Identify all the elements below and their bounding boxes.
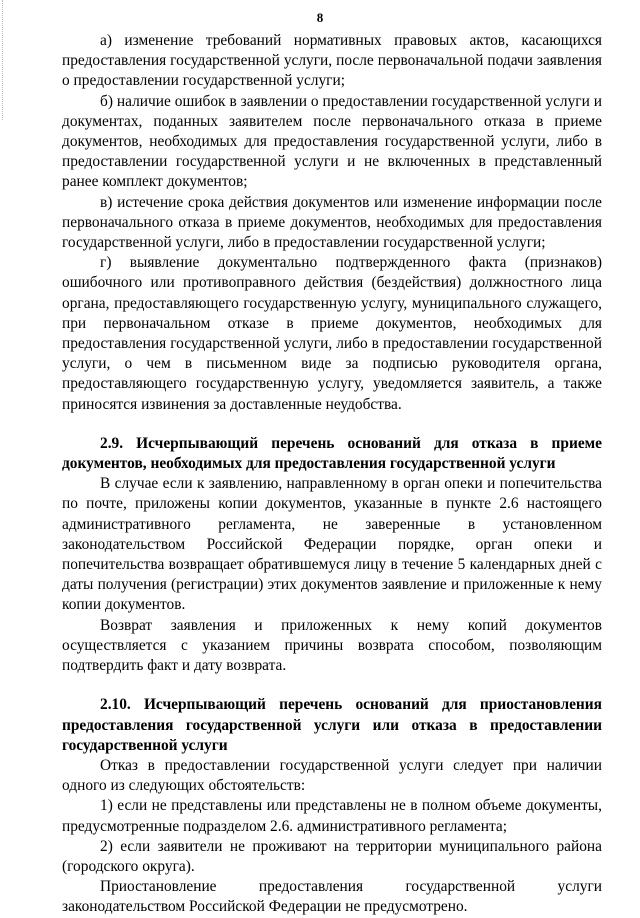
- paragraph-g: г) выявление документально подтвержденного факта (признаков) ошибочного или противоправного действия (бездействия) должностного лица органа, предоставляющего государственную услугу, муниципального служащего, при первоначальном отказе в приеме документов, необходимых для предоставления государственной услуги, либо в предоставлении государственной услуги, о чем в письменном виде за подписью руководителя органа, предоставляющего государственную услугу, уведомляется заявитель, а также приносятся извинения за доставленные неудобства.: [62, 254, 602, 413]
- section-2-10-paragraph: Приостановление предоставления государственной услуги законодательством Российской Федерации не предусмотрено.: [62, 878, 602, 916]
- document-body: [62, 31, 602, 918]
- paragraph-b: б) наличие ошибок в заявлении о предоставлении государственной услуги и документах, поданных заявителем после первоначального отказа в приеме документов, необходимых для предоставления государственной услуги, либо в предоставлении государственной услуги и не включенных в представленный ранее комплект документов;: [62, 92, 602, 191]
- paragraph-a: а) изменение требований нормативных правовых актов, касающихся предоставления государственной услуги, после первоначальной подачи заявления о предоставлении государственной услуги;: [62, 32, 602, 90]
- section-2-9-paragraph: Возврат заявления и приложенных к нему копий документов осуществляется с указанием причины возврата способом, позволяющим подтвердить факт и дату возврата.: [62, 616, 602, 675]
- page-number: 8: [316, 10, 324, 25]
- paragraph-v: в) истечение срока действия документов или изменение информации после первоначального отказа в приеме документов, необходимых для предоставления государственной услуги, либо в предоставлении государственной услуги;: [62, 193, 602, 252]
- section-2-9-paragraph: В случае если к заявлению, направленному в орган опеки и попечительства по почте, приложены копии документов, указанные в пункте 2.6 настоящего административного регламента, не заверенные в установленном законодательством Российской Федерации порядке, орган опеки и попечительства возвращает обратившемуся лицу в течение 5 календарных дней с даты получения (регистрации) этих документов заявление и приложенные к нему копии документов.: [62, 475, 602, 614]
- section-2-10-heading: 2.10. Исчерпывающий перечень оснований для приостановления предоставления государственной услуги или отказа в предоставлении государственной услуги: [62, 696, 602, 754]
- section-2-10-paragraph: 1) если не представлены или представлены не в полном объеме документы, предусмотренные подразделом 2.6. административного регламента;: [62, 797, 602, 835]
- section-2-10-paragraph: 2) если заявители не проживают на территории муниципального района (городского округа).: [62, 837, 602, 875]
- section-2-10-paragraph: Отказ в предоставлении государственной услуги следует при наличии одного из следующих обстоятельств:: [62, 756, 602, 795]
- section-2-9-heading: 2.9. Исчерпывающий перечень оснований для отказа в приеме документов, необходимых для предоставления государственной услуги: [62, 434, 602, 473]
